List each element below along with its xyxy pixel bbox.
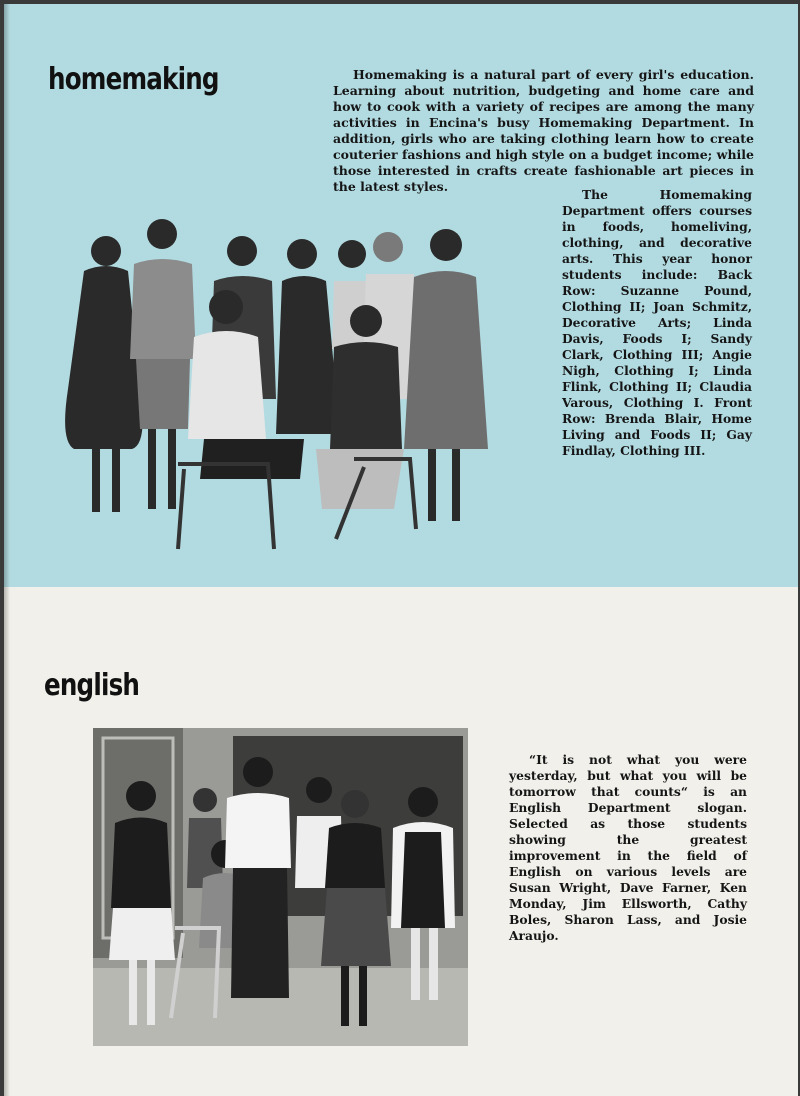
english-caption-text: “It is not what you were yesterday, but what you will be tomorrow that counts“ is an English Department slogan. Selected as those students showing the greatest improvement in the field of English on various levels are Susan Wright, Dave Farner, Ken Monday, Jim Ellsworth, Cathy Boles, Sharon Lass, and Josie Araujo. (509, 752, 747, 943)
english-group-photo (93, 728, 468, 1046)
homemaking-intro-text: Homemaking is a natural part of every girl's education. Learning about nutrition, budgeting and home care and how to cook with a variety of recipes are among the many activities in Encina's busy Homemaking Department. In addition, girls who are taking clothing learn how to create couterier fashions and high style on a budget income; while those interested in crafts create fashionable art pieces in the latest styles. (333, 67, 754, 194)
yearbook-page (4, 4, 798, 1096)
homemaking-title: homemaking (48, 62, 219, 97)
homemaking-section (4, 4, 798, 587)
english-title: english (44, 668, 140, 703)
homemaking-honors-text: The Homemaking Department offers courses in foods, homeliving, clothing, and decorative arts. This year honor students include: Back Row: Suzanne Pound, Clothing II; Joan Schmitz, Decorative Arts; Linda Davis, Foods I; Sandy Clark, Clothing III; Angie Nigh, Clothing I; Linda Flink, Clothing II; Claudia Varous, Clothing I. Front Row: Brenda Blair, Home Living and Foods II; Gay Findlay, Clothing III. (562, 187, 752, 458)
page-edge-shadow (4, 4, 10, 1096)
show-through-text (286, 596, 486, 610)
homemaking-group-photo (54, 209, 494, 554)
